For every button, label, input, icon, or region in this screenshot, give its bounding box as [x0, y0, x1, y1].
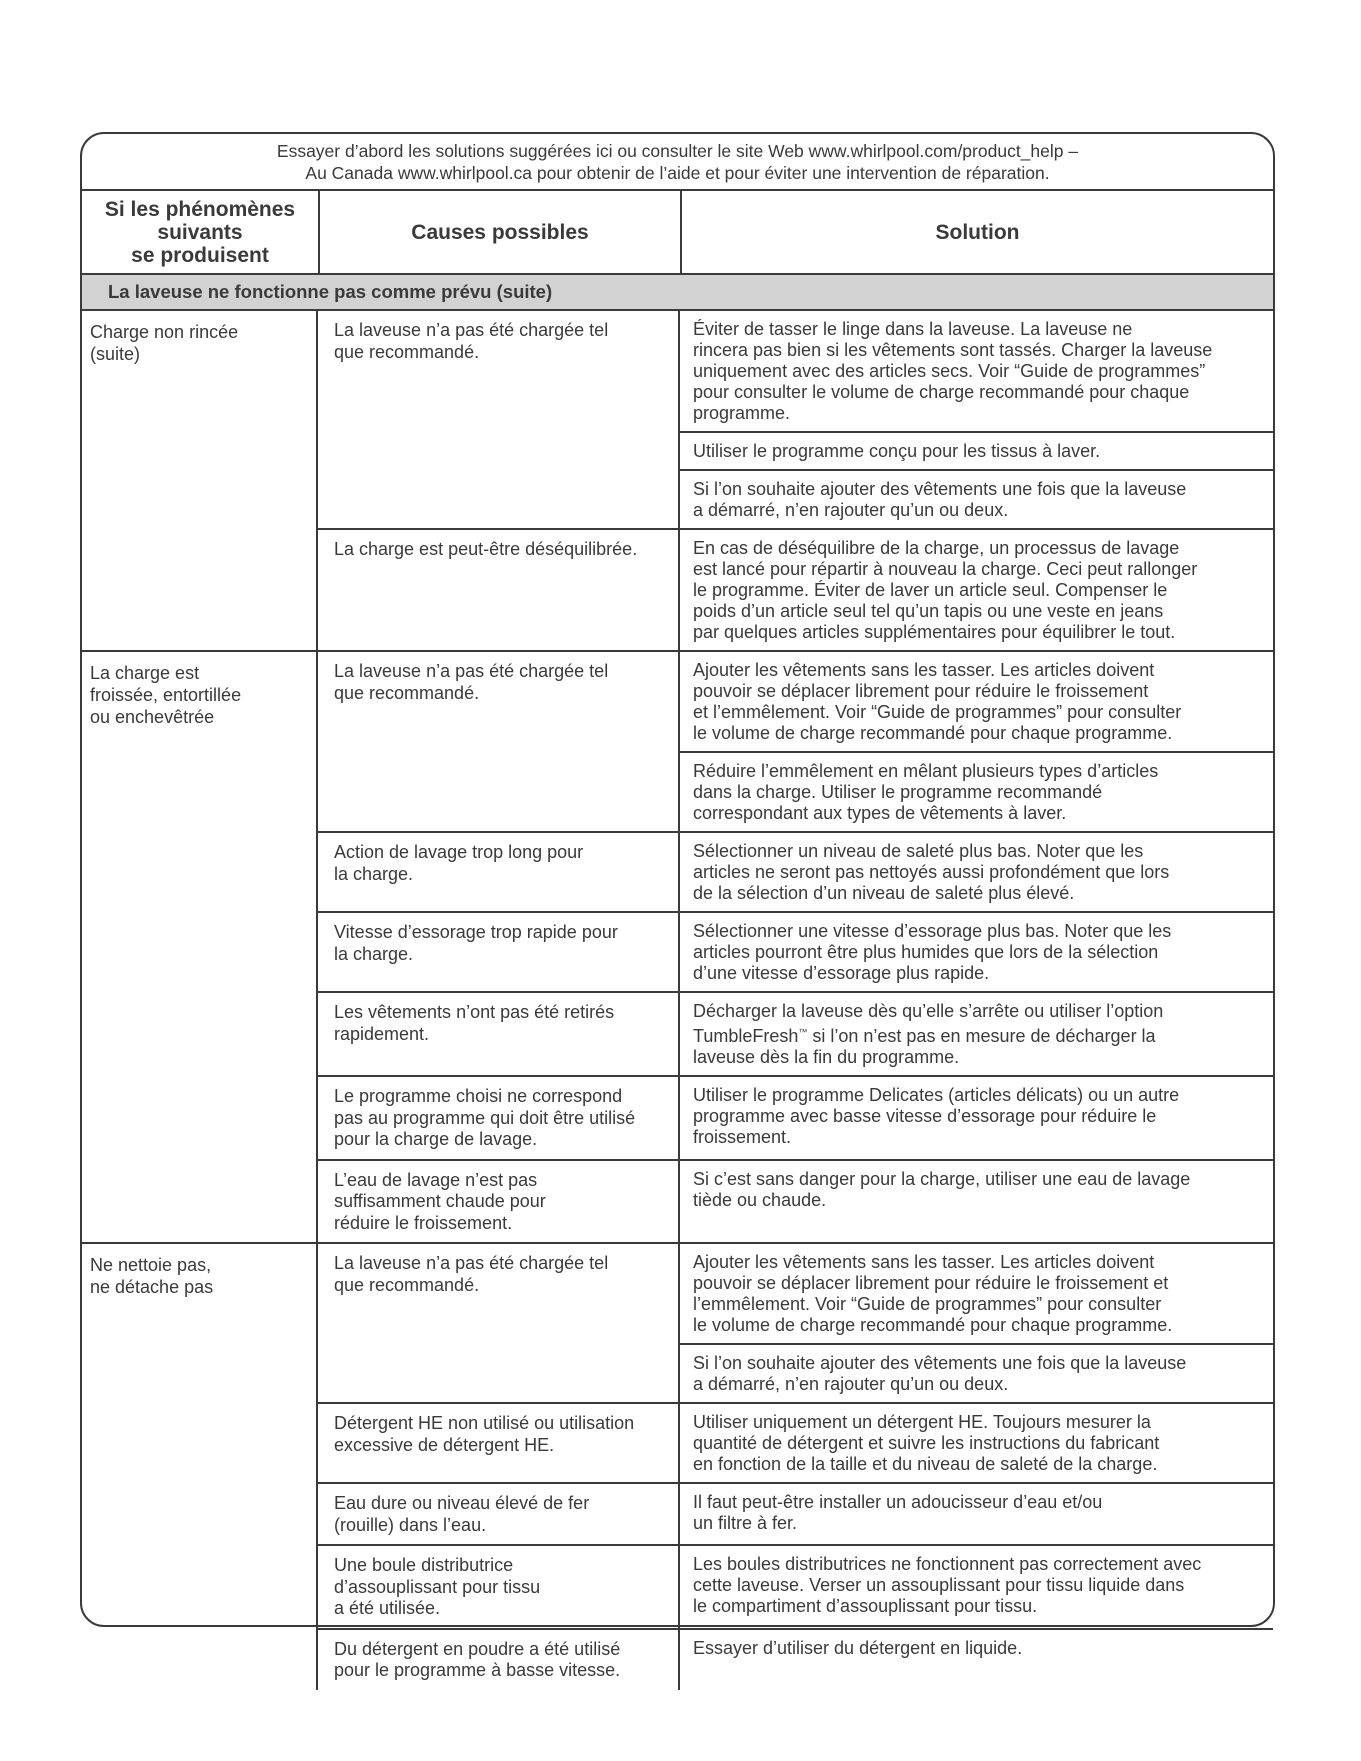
cause-cell: [318, 1404, 680, 1482]
table-row: [318, 991, 1273, 1075]
solution-cell: [680, 1343, 1273, 1402]
text-line: Utiliser uniquement un détergent HE. Toujours mesurer la: [693, 1412, 1151, 1432]
text-line: (suite): [90, 344, 141, 364]
causes-list: [318, 652, 1273, 1242]
text-line: froissement.: [693, 1127, 792, 1147]
text-line: rincera pas bien si les vêtements sont tassés. Charger la laveuse: [693, 340, 1213, 360]
text-line: Réduire l’emmêlement en mêlant plusieurs types d’articles: [693, 761, 1159, 781]
solutions-list: [680, 1630, 1273, 1690]
solutions-list: [680, 652, 1273, 831]
symptom-cell: [82, 311, 318, 650]
text-line: pas au programme qui doit être utilisé: [334, 1107, 636, 1128]
cause-cell: [318, 1630, 680, 1690]
header-causes: Causes possibles: [318, 191, 680, 273]
cause-cell: [318, 530, 680, 650]
text-line: Ajouter les vêtements sans les tasser. Les articles doivent: [693, 1252, 1155, 1272]
solution-cell: [680, 913, 1273, 991]
table-row: [318, 1628, 1273, 1690]
text-line: Les boules distributrices ne fonctionnent pas correctement avec: [693, 1554, 1202, 1574]
text-line: a démarré, n’en rajouter qu’un ou deux.: [693, 500, 1009, 520]
causes-list: [318, 1244, 1273, 1690]
text-line: Décharger la laveuse dès qu’elle s’arrête ou utiliser l’option: [693, 1001, 1164, 1021]
text-line: Utiliser le programme Delicates (articles délicats) ou un autre: [693, 1085, 1180, 1105]
solution-cell: [680, 530, 1273, 650]
cause-cell: [318, 1161, 680, 1243]
table-row: [318, 528, 1273, 650]
text-line: d’une vitesse d’essorage plus rapide.: [693, 963, 990, 983]
text-line: pour le programme à basse vitesse.: [334, 1660, 621, 1680]
text-line: La laveuse n’a pas été chargée tel: [334, 1253, 609, 1273]
table-row: [318, 1544, 1273, 1628]
text-line: le programme. Éviter de laver un article seul. Compenser le: [693, 580, 1168, 600]
symptom-cell: [82, 1244, 318, 1690]
text-line: Eau dure ou niveau élevé de fer: [334, 1493, 590, 1513]
text-line: dans la charge. Utiliser le programme recommandé: [693, 782, 1103, 802]
table-row: [318, 911, 1273, 991]
solution-cell: [680, 751, 1273, 831]
text-line: rapidement.: [334, 1023, 430, 1044]
table-row: [318, 311, 1273, 528]
text-line: que recommandé.: [334, 341, 480, 362]
text-line: programme.: [693, 403, 791, 423]
text-line: tiède ou chaude.: [693, 1189, 827, 1210]
text-line: est lancé pour répartir à nouveau la charge. Ceci peut rallonger: [693, 559, 1198, 579]
text-line: Sélectionner un niveau de saleté plus bas. Noter que les: [693, 841, 1144, 861]
text-line: le volume de charge recommandé pour chaque programme.: [693, 1315, 1173, 1335]
header-symptom-line: Si les phénomènes: [104, 197, 296, 221]
text-line: excessive de détergent HE.: [334, 1434, 555, 1455]
text-line: En cas de déséquilibre de la charge, un processus de lavage: [693, 538, 1180, 558]
text-line: l’emmêlement. Voir “Guide de programmes” pour consulter: [693, 1294, 1162, 1314]
text-line: Éviter de tasser le linge dans la laveuse. La laveuse ne: [693, 319, 1133, 339]
header-solution: Solution: [680, 191, 1273, 273]
text-line: suffisamment chaude pour: [334, 1191, 546, 1211]
text-line: Sélectionner une vitesse d’essorage plus bas. Noter que les: [693, 921, 1172, 941]
solutions-list: [680, 311, 1273, 528]
cause-cell: [318, 652, 680, 831]
text-line: pouvoir se déplacer librement pour réduire le froissement et: [693, 1273, 1169, 1293]
text-line: Vitesse d’essorage trop rapide pour: [334, 922, 618, 942]
solution-cell: [680, 1077, 1273, 1159]
solution-cell: [680, 652, 1273, 751]
text-line: correspondant aux types de vêtements à laver.: [693, 803, 1067, 823]
text-line: par quelques articles supplémentaires pour équilibrer le tout.: [693, 622, 1176, 642]
text-line: Les vêtements n’ont pas été retirés: [334, 1002, 615, 1022]
cause-cell: [318, 311, 680, 528]
text-line: pour consulter le volume de charge recommandé pour chaque: [693, 382, 1190, 402]
troubleshooting-table: [80, 132, 1275, 1680]
symptom-group: [82, 311, 1273, 650]
text-line: Si l’on souhaite ajouter des vêtements une fois que la laveuse: [693, 479, 1187, 499]
solutions-list: [680, 993, 1273, 1075]
cause-cell: [318, 1546, 680, 1628]
table-row: [318, 1075, 1273, 1159]
solution-cell: [680, 1244, 1273, 1343]
text-line: TumbleFresh™ si l’on n’est pas en mesure de décharger la: [693, 1026, 1156, 1046]
text-line: en fonction de la taille et du niveau de saleté de la charge.: [693, 1454, 1158, 1474]
symptom-group: [82, 1242, 1273, 1690]
text-line: La laveuse n’a pas été chargée tel: [334, 661, 609, 681]
text-line: Ajouter les vêtements sans les tasser. Les articles doivent: [693, 660, 1155, 680]
text-line: et l’emmêlement. Voir “Guide de programmes” pour consulter: [693, 702, 1182, 722]
table-row: [318, 1402, 1273, 1482]
text-line: (rouille) dans l’eau.: [334, 1514, 487, 1535]
text-line: a démarré, n’en rajouter qu’un ou deux.: [693, 1374, 1009, 1394]
table-row: [318, 1159, 1273, 1243]
cause-cell: [318, 833, 680, 911]
cause-cell: [318, 1484, 680, 1544]
text-line: laveuse dès la fin du programme.: [693, 1047, 960, 1067]
text-line: Essayer d’utiliser du détergent en liquide.: [693, 1637, 1023, 1658]
solutions-list: [680, 833, 1273, 911]
solution-cell: [680, 431, 1273, 469]
table-body: [82, 311, 1273, 1690]
cause-cell: [318, 1244, 680, 1402]
header-symptom-line: suivants: [157, 220, 243, 244]
solutions-list: [680, 1484, 1273, 1544]
header-symptom: [82, 191, 318, 273]
text-line: d’assouplissant pour tissu: [334, 1576, 541, 1597]
text-line: Action de lavage trop long pour: [334, 842, 584, 862]
solutions-list: [680, 1244, 1273, 1402]
cause-cell: [318, 913, 680, 991]
text-line: le compartiment d’assouplissant pour tissu.: [693, 1596, 1038, 1616]
table-row: [318, 831, 1273, 911]
solution-cell: [680, 1484, 1273, 1544]
cause-cell: [318, 993, 680, 1075]
text-line: Du détergent en poudre a été utilisé: [334, 1638, 621, 1659]
solution-cell: [680, 1630, 1273, 1690]
text-line: Il faut peut-être installer un adoucisseur d’eau et/ou: [693, 1492, 1103, 1512]
solutions-list: [680, 913, 1273, 991]
text-line: réduire le froissement.: [334, 1212, 513, 1233]
text-line: pouvoir se déplacer librement pour réduire le froissement: [693, 681, 1149, 701]
text-line: Détergent HE non utilisé ou utilisation: [334, 1413, 635, 1433]
table-row: [318, 1244, 1273, 1402]
causes-list: [318, 311, 1273, 650]
column-headers: [82, 191, 1273, 275]
solutions-list: [680, 530, 1273, 650]
text-line: La charge est peut-être déséquilibrée.: [334, 539, 638, 559]
text-line: Ne nettoie pas,: [90, 1255, 212, 1275]
intro-line-2: Au Canada www.whirlpool.ca pour obtenir de l’aide et pour éviter une intervention de réparation.: [305, 162, 1050, 183]
text-line: articles pourront être plus humides que lors de la sélection: [693, 942, 1159, 962]
solutions-list: [680, 1161, 1273, 1243]
text-line: Charge non rincée: [90, 322, 239, 342]
solutions-list: [680, 1546, 1273, 1628]
intro-line-1: Essayer d’abord les solutions suggérées ici ou consulter le site Web www.whirlpool.com/product_help –: [276, 140, 1079, 161]
text-line: ou enchevêtrée: [90, 707, 215, 727]
table-row: [318, 1482, 1273, 1544]
text-line: Une boule distributrice: [334, 1555, 514, 1575]
text-line: que recommandé.: [334, 682, 480, 703]
solutions-list: [680, 1077, 1273, 1159]
text-line: quantité de détergent et suivre les instructions du fabricant: [693, 1433, 1160, 1453]
text-line: un filtre à fer.: [693, 1513, 798, 1533]
text-line: poids d’un article seul tel qu’un tapis ou une veste en jeans: [693, 601, 1164, 621]
solution-cell: [680, 1404, 1273, 1482]
header-symptom-line: se produisent: [131, 243, 269, 267]
solutions-list: [680, 1404, 1273, 1482]
text-line: La laveuse n’a pas été chargée tel: [334, 320, 609, 340]
text-line: froissée, entortillée: [90, 685, 242, 705]
text-line: ne détache pas: [90, 1277, 214, 1297]
text-line: uniquement avec des articles secs. Voir “Guide de programmes”: [693, 361, 1206, 381]
text-line: cette laveuse. Verser un assouplissant pour tissu liquide dans: [693, 1575, 1185, 1595]
solution-cell: [680, 993, 1273, 1075]
text-line: Le programme choisi ne correspond: [334, 1086, 623, 1106]
symptom-cell: [82, 652, 318, 1242]
text-line: de la sélection d’un niveau de saleté plus élevé.: [693, 883, 1075, 903]
text-line: Si c’est sans danger pour la charge, utiliser une eau de lavage: [693, 1168, 1191, 1189]
solution-cell: [680, 311, 1273, 431]
text-line: Si l’on souhaite ajouter des vêtements une fois que la laveuse: [693, 1353, 1187, 1373]
text-line: la charge.: [334, 943, 414, 964]
text-line: le volume de charge recommandé pour chaque programme.: [693, 723, 1173, 743]
solution-cell: [680, 833, 1273, 911]
text-line: a été utilisée.: [334, 1598, 441, 1618]
text-line: articles ne seront pas nettoyés aussi profondément que lors: [693, 862, 1170, 882]
text-line: programme avec basse vitesse d’essorage pour réduire le: [693, 1106, 1157, 1126]
text-line: la charge.: [334, 863, 414, 884]
solution-cell: [680, 469, 1273, 528]
text-line: que recommandé.: [334, 1274, 480, 1295]
cause-cell: [318, 1077, 680, 1159]
solution-cell: [680, 1161, 1273, 1243]
text-line: L’eau de lavage n’est pas: [334, 1169, 538, 1190]
table-row: [318, 652, 1273, 831]
symptom-group: [82, 650, 1273, 1242]
intro-banner: [82, 134, 1273, 191]
solution-cell: [680, 1546, 1273, 1628]
text-line: Utiliser le programme conçu pour les tissus à laver.: [693, 441, 1101, 461]
section-title: La laveuse ne fonctionne pas comme prévu (suite): [82, 275, 1273, 311]
text-line: pour la charge de lavage.: [334, 1129, 538, 1149]
text-line: La charge est: [90, 663, 200, 683]
